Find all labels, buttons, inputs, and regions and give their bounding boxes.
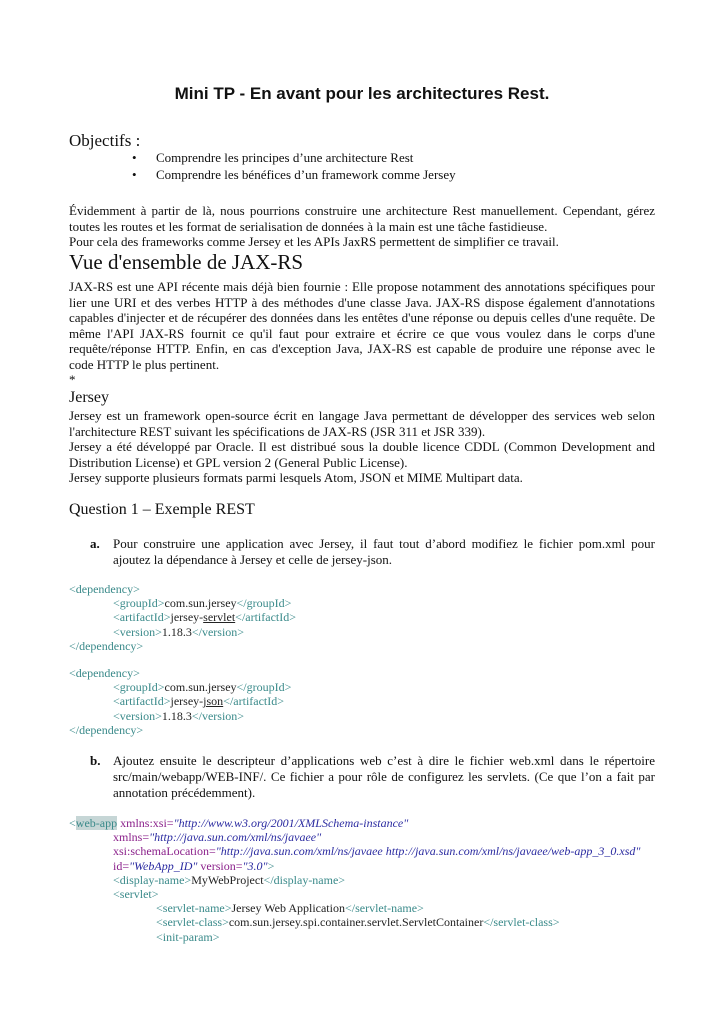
code-line	[69, 830, 669, 844]
code-token: servlet	[203, 610, 236, 625]
code-token: </artifactId>	[223, 694, 285, 709]
code-token: </dependency>	[69, 638, 144, 653]
jersey-paragraph-2: Jersey a été développé par Oracle. Il est distribué sous la double licence CDDL (Common Development and Distribution License) et GPL version 2 (General Public License).	[69, 439, 655, 470]
item-label: a.	[90, 536, 100, 551]
code-token: "3.0"	[242, 858, 268, 873]
code-token: </version>	[191, 624, 245, 639]
code-token: MyWebProject	[191, 872, 264, 887]
code-token: </servlet-name>	[344, 901, 424, 916]
code-token: "WebApp_ID"	[129, 858, 198, 873]
code-token: xmlns:xsi=	[117, 816, 174, 830]
code-line	[69, 582, 669, 596]
code-token: 1.18.3	[161, 708, 192, 723]
code-line	[69, 596, 669, 610]
code-token: <version>	[113, 708, 162, 723]
question-item-a	[90, 536, 655, 568]
intro-paragraph: Évidemment à partir de là, nous pourrions construire une architecture Rest manuellement. Cependant, gérez toutes les routes et les format de serialisation de données à la main est une tâche fastidieuse.	[69, 203, 655, 234]
code-token: <dependency>	[69, 582, 140, 596]
code-token: </groupId>	[236, 680, 292, 695]
code-token: id=	[113, 858, 130, 873]
page-title: Mini TP - En avant pour les architectures Rest.	[174, 84, 550, 103]
bullet-icon: •	[132, 167, 137, 182]
code-token: <	[69, 816, 76, 830]
code-token: </servlet-class>	[483, 915, 560, 930]
code-token: jersey-	[170, 694, 204, 709]
code-line	[69, 859, 669, 873]
code-token: com.sun.jersey	[164, 596, 237, 611]
code-token: <artifactId>	[113, 610, 171, 625]
jaxrs-heading: Vue d'ensemble de JAX-RS	[69, 250, 304, 274]
code-line	[69, 887, 669, 901]
code-line	[69, 625, 669, 639]
code-token: <groupId>	[113, 680, 165, 695]
code-token: <version>	[113, 624, 162, 639]
code-line	[69, 723, 669, 737]
code-line	[69, 816, 669, 830]
asterisk-line: *	[69, 372, 76, 387]
code-token: </groupId>	[236, 596, 292, 611]
jersey-paragraph-1: Jersey est un framework open-source écrit en langage Java permettant de développer des services web selon l'architecture REST suivant les spécifications de JAX-RS (JSR 311 et JSR 339).	[69, 408, 655, 439]
jersey-heading: Jersey	[69, 389, 109, 406]
code-line	[69, 666, 669, 680]
code-token: </artifactId>	[235, 610, 297, 625]
intro-paragraph-2: Pour cela des frameworks comme Jersey et les APIs JaxRS permettent de simplifier ce travail.	[69, 234, 559, 249]
code-line	[69, 915, 669, 929]
objectives-list	[69, 149, 456, 183]
objectives-heading: Objectifs :	[69, 131, 141, 150]
code-token: "http://java.sun.com/xml/ns/javaee http://java.sun.com/xml/ns/javaee/web-app_3_0.xsd"	[215, 844, 641, 859]
code-token: <display-name>	[113, 872, 192, 887]
code-token: <artifactId>	[113, 694, 171, 709]
question1-heading: Question 1 – Exemple REST	[69, 501, 255, 518]
code-token: <dependency>	[69, 666, 140, 680]
code-token: </display-name>	[263, 872, 346, 887]
code-line	[69, 680, 669, 694]
code-block-web-xml	[69, 816, 669, 944]
list-item: • Comprendre les principes d’une architecture Rest	[132, 150, 414, 165]
code-block-dependency-1	[69, 582, 669, 653]
code-block-dependency-2	[69, 666, 669, 737]
code-token: <servlet>	[113, 886, 159, 901]
code-token: com.sun.jersey	[164, 680, 237, 695]
item-text: Ajoutez ensuite le descripteur d’applications web c’est à dire le fichier web.xml dans le répertoire src/main/webapp/WEB-INF/. Ce fichier a pour rôle de configurez les servlets. (Ce que l’on a fait par annotation précédemment).	[113, 753, 655, 800]
code-token: <init-param>	[156, 929, 220, 944]
jersey-paragraph-3: Jersey supporte plusieurs formats parmi lesquels Atom, JSON et MIME Multipart data.	[69, 470, 523, 485]
code-line	[69, 694, 669, 708]
code-token: web-app	[75, 816, 118, 830]
code-token: <servlet-name>	[156, 901, 232, 916]
code-token: "http://www.w3.org/2001/XMLSchema-instance"	[173, 816, 409, 830]
bullet-icon: •	[132, 150, 137, 165]
code-line	[69, 610, 669, 624]
code-token: com.sun.jersey.spi.container.servlet.ServletContainer	[228, 915, 484, 930]
code-token: xmlns=	[113, 830, 150, 845]
code-line	[69, 873, 669, 887]
code-token: Jersey Web Application	[231, 901, 345, 916]
code-token: <servlet-class>	[156, 915, 229, 930]
code-line	[69, 709, 669, 723]
code-token: xsi:schemaLocation=	[113, 844, 216, 859]
code-line	[69, 930, 669, 944]
jaxrs-paragraph: JAX-RS est une API récente mais déjà bien fournie : Elle propose notamment des annotations spécifiques pour lier une URI et des verbes HTTP à des méthodes d'une classe Java. JAX-RS dispose également d'annotations capables d'injecter et de récupérer des données dans les entêtes d'une réponse ou depuis celles d'une requête. De même l'API JAX-RS fournit ce qu'il faut pour extraire et écrire ce que vous voulez dans le corps d'une requête/réponse HTTP. Enfin, en cas d'exception Java, JAX-RS est capable de produire une réponse avec le code HTTP le plus pertinent.	[69, 279, 655, 372]
question-item-b	[90, 753, 655, 801]
code-token: 1.18.3	[161, 624, 192, 639]
item-label: b.	[90, 753, 101, 768]
list-item: • Comprendre les bénéfices d’un framework comme Jersey	[132, 167, 456, 182]
code-token: version=	[197, 858, 243, 873]
item-text: Pour construire une application avec Jersey, il faut tout d’abord modifiez le fichier pom.xml pour ajoutez la dépendance à Jersey et celle de jersey-json.	[113, 536, 655, 567]
code-token: "http://java.sun.com/xml/ns/javaee"	[149, 830, 322, 845]
code-token: json	[203, 694, 224, 709]
code-token: </dependency>	[69, 722, 144, 737]
code-line	[69, 901, 669, 915]
code-line	[69, 639, 669, 653]
code-token: </version>	[191, 708, 245, 723]
code-token: jersey-	[170, 610, 204, 625]
code-token: >	[267, 858, 275, 873]
code-line	[69, 844, 669, 858]
code-token: <groupId>	[113, 596, 165, 611]
